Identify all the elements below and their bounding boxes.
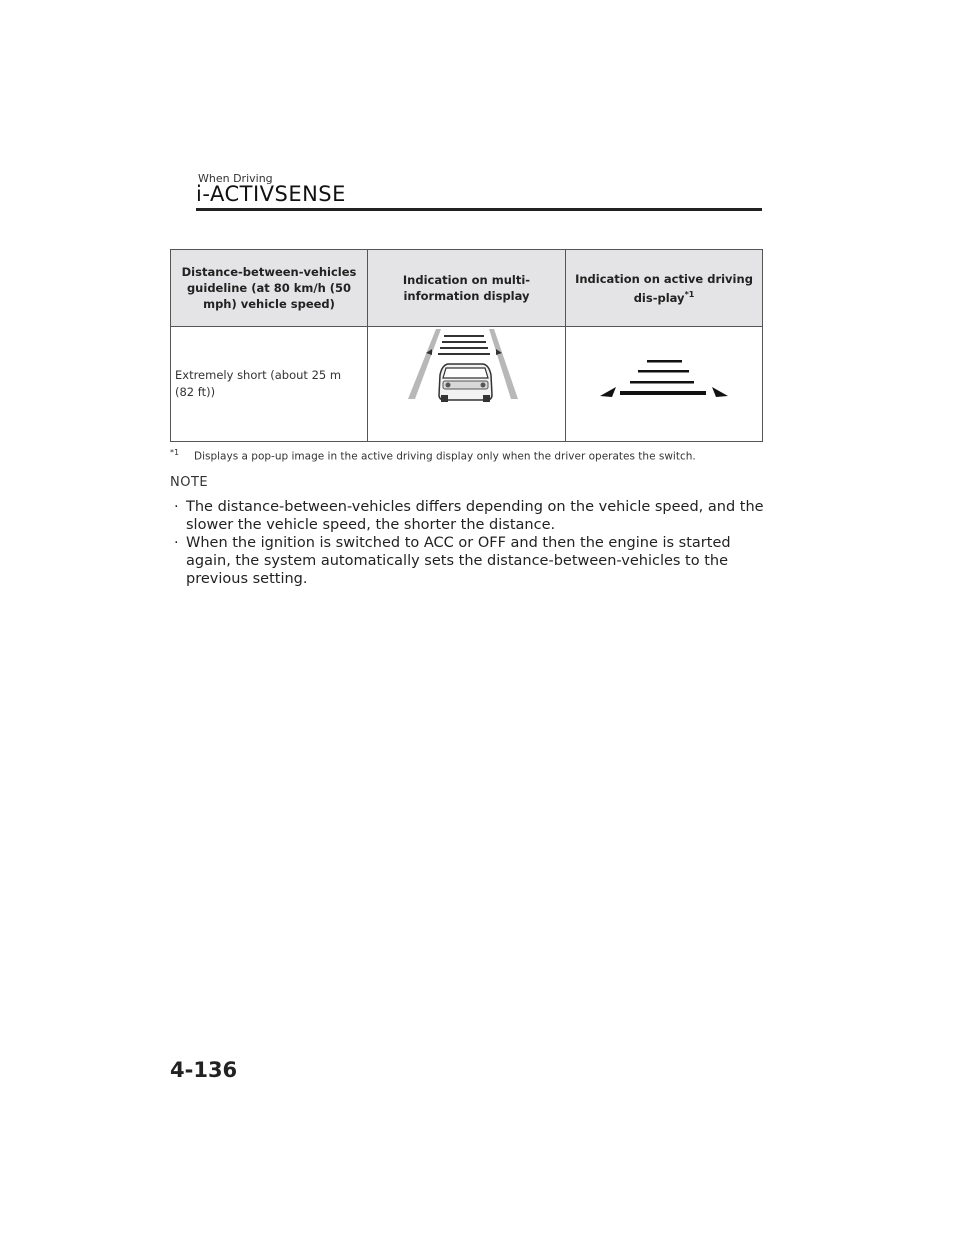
- footnote-ref: *1: [684, 289, 695, 299]
- section-title: When Driving: [198, 172, 273, 185]
- note-heading: NOTE: [170, 475, 209, 490]
- header-active-driving-display: [566, 250, 763, 327]
- multi-info-car-distance-icon: [368, 327, 565, 437]
- chapter-title: i-ACTIVSENSE: [196, 182, 346, 206]
- header-divider: [196, 208, 762, 211]
- footnote-text: Displays a pop-up image in the active driving display only when the driver operates the switch.: [194, 450, 696, 463]
- table-footnote: [170, 448, 696, 463]
- header-active-driving-display-label: Indication on active driving dis-play: [575, 271, 753, 305]
- bullet-icon: ·: [174, 499, 179, 515]
- active-driving-distance-icon: [566, 327, 763, 437]
- bullet-icon: ·: [174, 535, 179, 551]
- note-text: When the ignition is switched to ACC or OFF and then the engine is started again, the system automatically sets the distance-between-vehicles to the previous setting.: [186, 535, 731, 587]
- footnote-mark: *1: [170, 448, 180, 457]
- distance-guideline-table: [170, 249, 763, 442]
- header-multi-information-display: Indication on multi-information display: [368, 250, 566, 327]
- table-row: [171, 327, 763, 442]
- list-item: [170, 498, 770, 534]
- note-text: The distance-between-vehicles differs depending on the vehicle speed, and the slower the vehicle speed, the shorter the distance.: [186, 499, 764, 533]
- active-driving-display-cell: [566, 327, 763, 442]
- list-item: [170, 534, 770, 588]
- page-number: 4-136: [170, 1058, 238, 1082]
- table-header-row: [171, 250, 763, 327]
- note-list: [170, 498, 770, 588]
- header-distance-guideline: Distance-between-vehicles guideline (at 80 km/h (50 mph) vehicle speed): [171, 250, 368, 327]
- distance-condition: Extremely short (about 25 m (82 ft)): [171, 327, 368, 442]
- multi-information-display-cell: [368, 327, 566, 442]
